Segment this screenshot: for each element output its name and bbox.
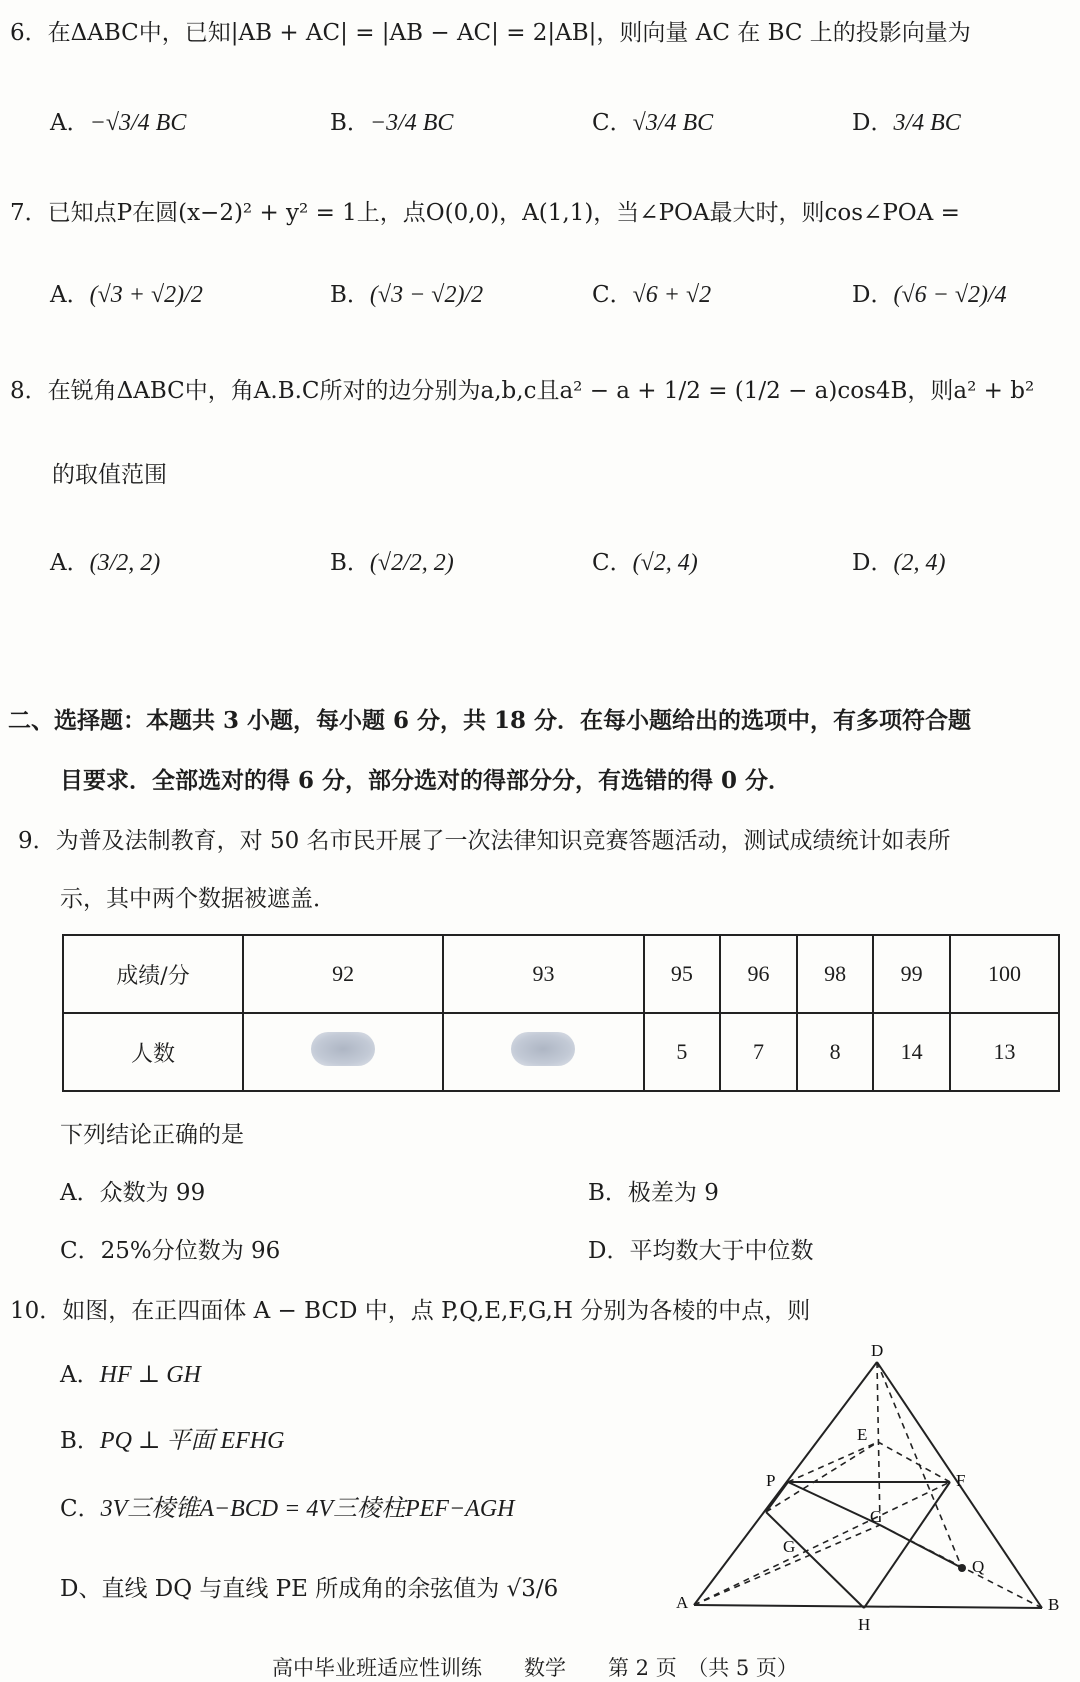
segment-ge-hidden	[766, 1442, 878, 1512]
covered-data-blot	[311, 1032, 375, 1066]
q6-option-a: A．−√3/4 BC	[50, 110, 187, 136]
q8-option-c: C．(√2, 4)	[592, 550, 698, 576]
label-b: B	[1048, 1595, 1060, 1614]
tetrahedron-figure	[670, 1340, 1070, 1640]
q9-option-c: C．25%分位数为 96	[60, 1238, 281, 1264]
segment-gh	[766, 1512, 864, 1608]
label-f: F	[956, 1471, 966, 1490]
q10-option-b: B．PQ ⊥ 平面 EFHG	[60, 1428, 285, 1454]
q7-option-b: B．(√3 − √2)/2	[330, 282, 484, 308]
q7-option-d: D．(√6 − √2)/4	[852, 282, 1007, 308]
table-cell: 98	[797, 935, 874, 1013]
table-cell: 93	[443, 935, 643, 1013]
page-footer: 高中毕业班适应性训练 数学 第 2 页 （共 5 页）	[272, 1656, 798, 1680]
q9-option-a: A．众数为 99	[60, 1180, 206, 1206]
table-cell: 14	[873, 1013, 950, 1091]
q8-stem-continued: 的取值范围	[52, 462, 167, 488]
table-row-scores	[63, 935, 1059, 1013]
table-cell: 5	[644, 1013, 721, 1091]
label-g: G	[783, 1537, 796, 1556]
table-cell: 100	[950, 935, 1059, 1013]
table-cell: 8	[797, 1013, 874, 1091]
q7-stem: 7．已知点P在圆(x−2)² + y² = 1上，点O(0,0)，A(1,1)，当∠POA最大时，则cos∠POA =	[10, 200, 960, 226]
table-cell: 13	[950, 1013, 1059, 1091]
covered-data-blot	[511, 1032, 575, 1066]
q9-option-d: D．平均数大于中位数	[588, 1238, 814, 1264]
q6-option-d: D．3/4 BC	[852, 110, 961, 136]
table-cell: 99	[873, 935, 950, 1013]
table-header-count: 人数	[63, 1013, 243, 1091]
q8-option-d: D．(2, 4)	[852, 550, 946, 576]
table-cell: 92	[243, 935, 443, 1013]
table-cell-covered	[443, 1013, 643, 1091]
q10-option-d: D、直线 DQ 与直线 PE 所成角的余弦值为 √3/6	[60, 1576, 559, 1602]
q7-option-c: C．√6 + √2	[592, 282, 712, 308]
q9-stem-continued: 示，其中两个数据被遮盖．	[60, 886, 336, 912]
q9-prompt: 下列结论正确的是	[60, 1122, 244, 1148]
section-2-heading-continued: 目要求．全部选对的得 6 分，部分选对的得部分分，有选错的得 0 分．	[60, 767, 792, 794]
q6-option-c: C．√3/4 BC	[592, 110, 714, 136]
label-a: A	[676, 1593, 689, 1612]
q9-option-b: B．极差为 9	[588, 1180, 719, 1206]
segment-dq-hidden	[877, 1362, 962, 1568]
segment-pc-solid	[788, 1482, 880, 1525]
q7-option-a: A．(√3 + √2)/2	[50, 282, 203, 308]
label-d: D	[871, 1341, 884, 1360]
q10-option-a: A．HF ⊥ GH	[60, 1362, 201, 1388]
q6-option-b: B．−3/4 BC	[330, 110, 454, 136]
q8-stem: 8．在锐角ΔABC中，角A.B.C所对的边分别为a,b,c且a² − a + 1/2 = (1/2 − a)cos4B，则a² + b²	[10, 378, 1035, 404]
label-p: P	[766, 1471, 776, 1490]
label-e: E	[857, 1425, 868, 1444]
table-header-score: 成绩/分	[63, 935, 243, 1013]
q10-stem: 10．如图，在正四面体 A − BCD 中，点 P,Q,E,F,G,H 分别为各棱的中点，则	[10, 1298, 811, 1324]
score-table	[62, 934, 1060, 1092]
label-q: Q	[972, 1557, 985, 1576]
q9-stem: 9．为普及法制教育，对 50 名市民开展了一次法律知识竞赛答题活动，测试成绩统计如表所	[18, 828, 951, 854]
table-row-counts	[63, 1013, 1059, 1091]
segment-fe-hidden	[878, 1442, 950, 1482]
section-2-heading: 二、选择题：本题共 3 小题，每小题 6 分，共 18 分．在每小题给出的选项中，有多项符合题	[8, 707, 972, 734]
table-cell: 7	[720, 1013, 797, 1091]
table-cell: 95	[644, 935, 721, 1013]
q10-option-c: C．3V三棱锥A−BCD = 4V三棱柱PEF−AGH	[60, 1496, 515, 1522]
edge-da	[694, 1362, 877, 1605]
table-cell-covered	[243, 1013, 443, 1091]
label-c: C	[870, 1507, 882, 1526]
edge-ab	[694, 1605, 1042, 1608]
segment-af-hidden	[694, 1482, 950, 1605]
q8-option-a: A．(3/2, 2)	[50, 550, 161, 576]
segment-fh	[864, 1482, 950, 1608]
label-h: H	[858, 1615, 871, 1634]
q8-option-b: B．(√2/2, 2)	[330, 550, 454, 576]
q6-stem: 6．在ΔABC中，已知|AB + AC| = |AB − AC| = 2|AB|，则向量 AC 在 BC 上的投影向量为	[10, 20, 971, 46]
point-q-marker	[958, 1564, 966, 1572]
table-cell: 96	[720, 935, 797, 1013]
